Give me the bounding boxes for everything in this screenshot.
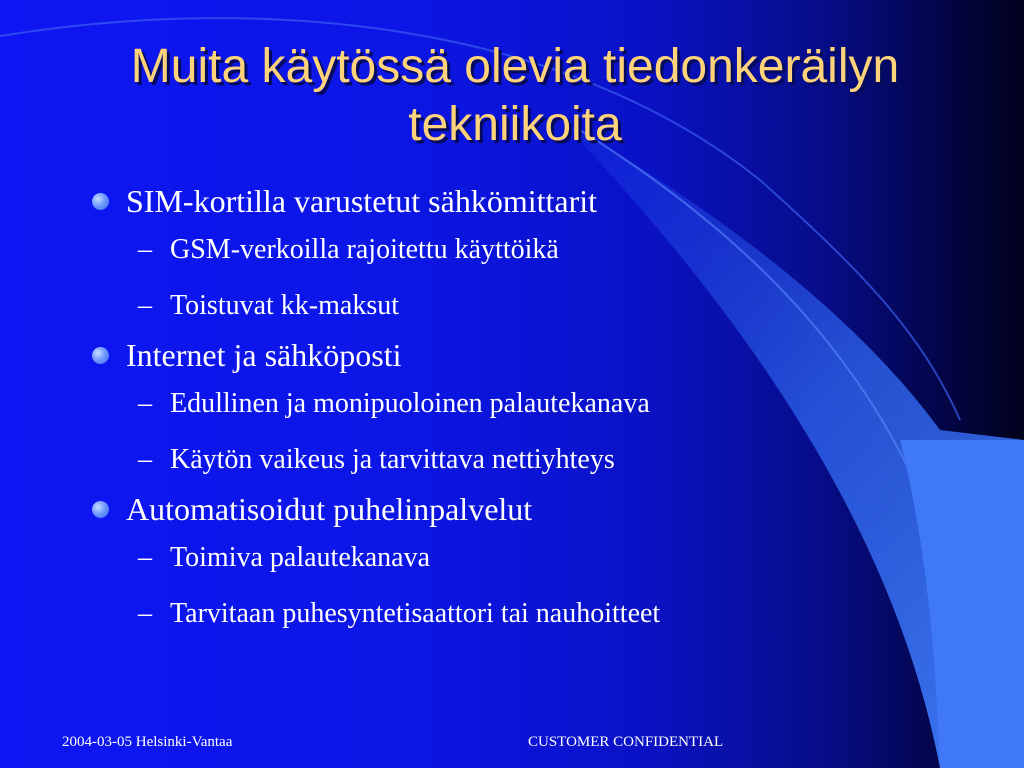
bullet-text: SIM-kortilla varustetut sähkömittarit	[126, 183, 598, 219]
sub-item	[126, 232, 968, 268]
sub-list	[126, 540, 968, 632]
bullet-item	[88, 180, 968, 324]
sub-item-text: GSM-verkoilla rajoitettu käyttöikä	[170, 234, 559, 265]
dash-marker: –	[138, 234, 152, 265]
sub-list	[126, 232, 968, 324]
sub-item	[126, 288, 968, 324]
bullet-item	[88, 488, 968, 632]
sub-item-text: Edullinen ja monipuoloinen palautekanava	[170, 388, 650, 419]
slide-title: Muita käytössä olevia tiedonkeräilyn tekniikoita	[130, 40, 900, 151]
sub-item-text: Toistuvat kk-maksut	[170, 290, 400, 321]
bullet-list	[88, 180, 968, 640]
dash-marker: –	[138, 542, 152, 573]
sub-item-text: Käytön vaikeus ja tarvittava nettiyhteys	[170, 444, 615, 475]
sub-item-text: Tarvitaan puhesyntetisaattori tai nauhoitteet	[170, 598, 661, 629]
bullet-text: Internet ja sähköposti	[126, 337, 402, 373]
bullet-dot-icon	[92, 347, 109, 364]
footer-date-location: 2004-03-05 Helsinki-Vantaa	[62, 734, 233, 750]
dash-marker: –	[138, 290, 152, 321]
sub-item	[126, 386, 968, 422]
bullet-item	[88, 334, 968, 478]
sub-list	[126, 386, 968, 478]
dash-marker: –	[138, 388, 152, 419]
sub-item	[126, 596, 968, 632]
footer-confidential: CUSTOMER CONFIDENTIAL	[528, 734, 724, 750]
dash-marker: –	[138, 444, 152, 475]
sub-item	[126, 442, 968, 478]
sub-item-text: Toimiva palautekanava	[170, 542, 431, 573]
bullet-dot-icon	[92, 193, 109, 210]
bullet-dot-icon	[92, 501, 109, 518]
sub-item	[126, 540, 968, 576]
dash-marker: –	[138, 598, 152, 629]
bullet-text: Automatisoidut puhelinpalvelut	[126, 491, 533, 527]
